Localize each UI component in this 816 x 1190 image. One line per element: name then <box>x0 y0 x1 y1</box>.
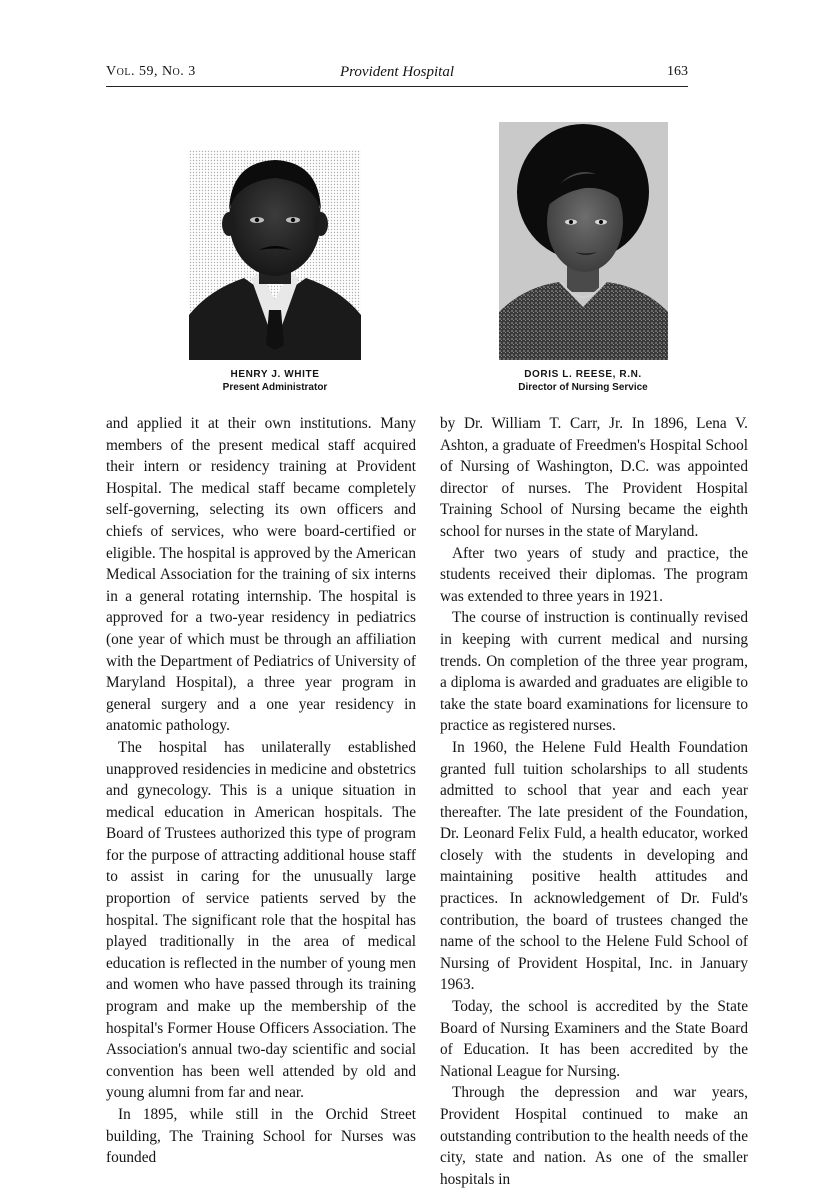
running-header <box>106 64 688 86</box>
caption-title: Present Administrator <box>222 382 328 393</box>
caption-title: Director of Nursing Service <box>518 382 648 393</box>
volume-label: Vol. 59, No. 3 <box>106 64 196 79</box>
paragraph: Through the depression and war years, Provident Hospital continued to make an outstanding contribution to the health needs of the city, state and nation. As one of the smaller hospitals in <box>440 1084 748 1188</box>
paragraph: and applied it at their own institutions. Many members of the present medical staff acquired their intern or residency training at Provident Hospital. The medical staff became completely self-governing, selecting its own officers and chiefs of services, who were board-certified or eligible. The hospital is approved by the American Medical Association for the training of six interns in a general rotating internship. The hospital is approved for a two-year residency in pediatrics (one year of which must be through an affiliation with the Department of Pediatrics of University of Maryland Hospital), a three year program in general surgery and a one year residency in anatomic pathology. <box>106 415 416 735</box>
caption-name: DORIS L. REESE, R.N. <box>524 369 642 380</box>
left-text-column <box>106 413 416 1169</box>
paragraph: In 1960, the Helene Fuld Health Foundation granted full tuition scholarships to all students admitted to school that year and each year thereafter. The late president of the Foundation, Dr. Leonard Felix Fuld, a health educator, worked closely with the students in developing and maintaining positive health attitudes and practices. In acknowledgement of Dr. Fuld's contribution, the board of trustees changed the name of the school to the Helene Fuld School of Nursing of Provident Hospital, Inc. in January 1963. <box>440 738 748 994</box>
paragraph: In 1895, while still in the Orchid Street building, The Training School for Nurses was founded <box>106 1106 416 1167</box>
paragraph: The hospital has unilaterally established unapproved residencies in medicine and obstetrics and gynecology. This is a unique situation in medical education in American hospitals. The Board of Trustees authorized this type of program for the purpose of attracting additional house staff to assist in caring for the unusually large proportion of service patients served by the hospital. The significant role that the hospital has played traditionally in the area of medical education is reflected in the number of young men and women who have passed through its training program and make up the membership of the hospital's Former House Officers Association. The Association's annual two-day scientific and social convention has been well attended by old and young alumni from far and near. <box>106 738 416 1102</box>
journal-title: Provident Hospital <box>339 64 455 80</box>
paragraph: by Dr. William T. Carr, Jr. In 1896, Lena V. Ashton, a graduate of Freedmen's Hospital School of Nursing of Washington, D.C. was appointed director of nurses. The Provident Hospital Training School of Nursing became the eighth school for nurses in the state of Maryland. <box>440 415 748 540</box>
caption-director-of-nursing <box>468 368 698 394</box>
paragraph: The course of instruction is continually revised in keeping with current medical and nursing trends. On completion of the three year program, a diploma is awarded and graduates are eligible to take the state board examinations for licensure to practice as registered nurses. <box>440 609 748 735</box>
caption-name: HENRY J. WHITE <box>230 369 320 380</box>
right-text-column <box>440 413 748 1190</box>
portrait-photo-director-of-nursing <box>499 122 668 360</box>
portrait-photo-administrator <box>189 150 361 360</box>
header-rule <box>106 86 688 87</box>
paragraph: After two years of study and practice, the students received their diplomas. The program was extended to three years in 1921. <box>440 544 748 605</box>
paragraph: Today, the school is accredited by the State Board of Nursing Examiners and the State Board of Education. It has been accredited by the National League for Nursing. <box>440 998 748 1080</box>
page-number: 163 <box>667 64 688 79</box>
caption-administrator <box>160 368 390 394</box>
